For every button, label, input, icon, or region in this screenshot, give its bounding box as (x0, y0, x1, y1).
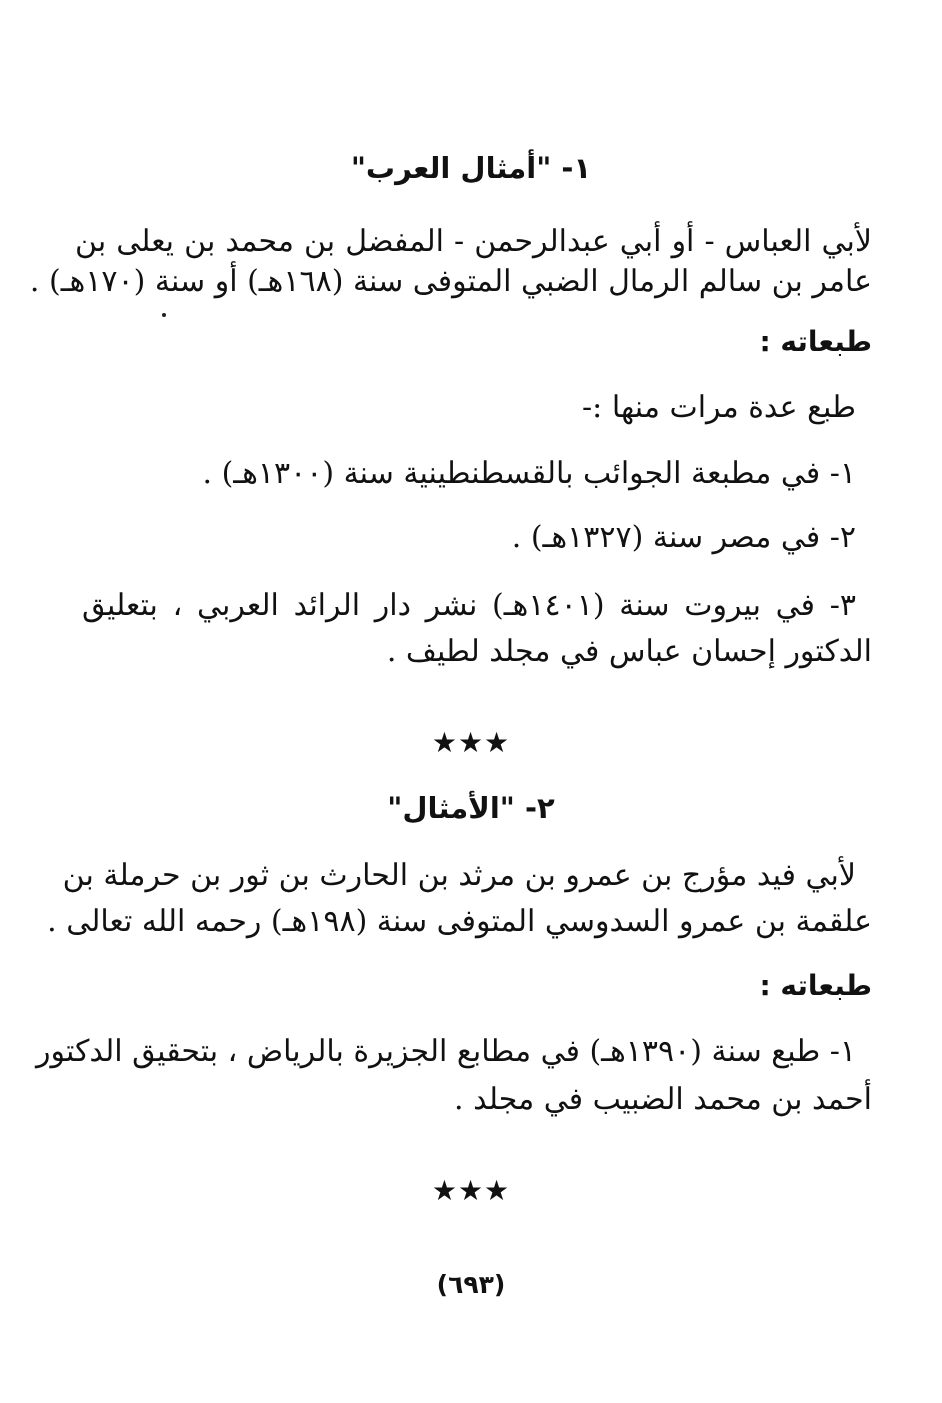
section-2-author-line-1: لأبي فيد مؤرج بن عمرو بن مرثد بن الحارث بن ثور بن حرملة بن (62, 858, 856, 893)
page-number: (٦٩٣) (436, 1270, 506, 1299)
separator-stars-2: ★★★ (431, 1174, 511, 1207)
section-1-edition-3-line-2: الدكتور إحسان عباس في مجلد لطيف . (386, 634, 872, 669)
section-2-edition-1-line-1: ١- طبع سنة (١٣٩٠هـ) في مطابع الجزيرة بالرياض ، بتحقيق الدكتور (36, 1034, 856, 1069)
separator-stars-1: ★★★ (431, 726, 511, 759)
section-1-intro: طبع عدة مرات منها :- (582, 390, 856, 425)
section-2-editions-heading: طبعاته : (759, 969, 872, 1002)
section-1-editions-heading: طبعاته : (759, 325, 872, 358)
section-1-title: ١- "أمثال العرب" (350, 151, 592, 185)
section-1-edition-1: ١- في مطبعة الجوائب بالقسطنطينية سنة (١٣٠٠هـ) . (202, 456, 856, 491)
section-1-author-line-1: لأبي العباس - أو أبي عبدالرحمن - المفضل بن محمد بن يعلى بن (75, 224, 872, 259)
section-1-author-line-2: عامر بن سالم الرمال الضبي المتوفى سنة (١٦٨هـ) أو سنة (١٧٠هـ) . (29, 264, 872, 299)
section-1-edition-3-line-1: ٣- في بيروت سنة (١٤٠١هـ) نشر دار الرائد العربي ، بتعليق (82, 588, 856, 623)
stray-dot (162, 313, 166, 317)
section-2-title: ٢- "الأمثال" (387, 791, 555, 825)
section-2-edition-1-line-2: أحمد بن محمد الضبيب في مجلد . (454, 1082, 872, 1117)
section-2-author-line-2: علقمة بن عمرو السدوسي المتوفى سنة (١٩٨هـ) رحمه الله تعالى . (47, 904, 872, 939)
section-1-edition-2: ٢- في مصر سنة (١٣٢٧هـ) . (511, 520, 856, 555)
